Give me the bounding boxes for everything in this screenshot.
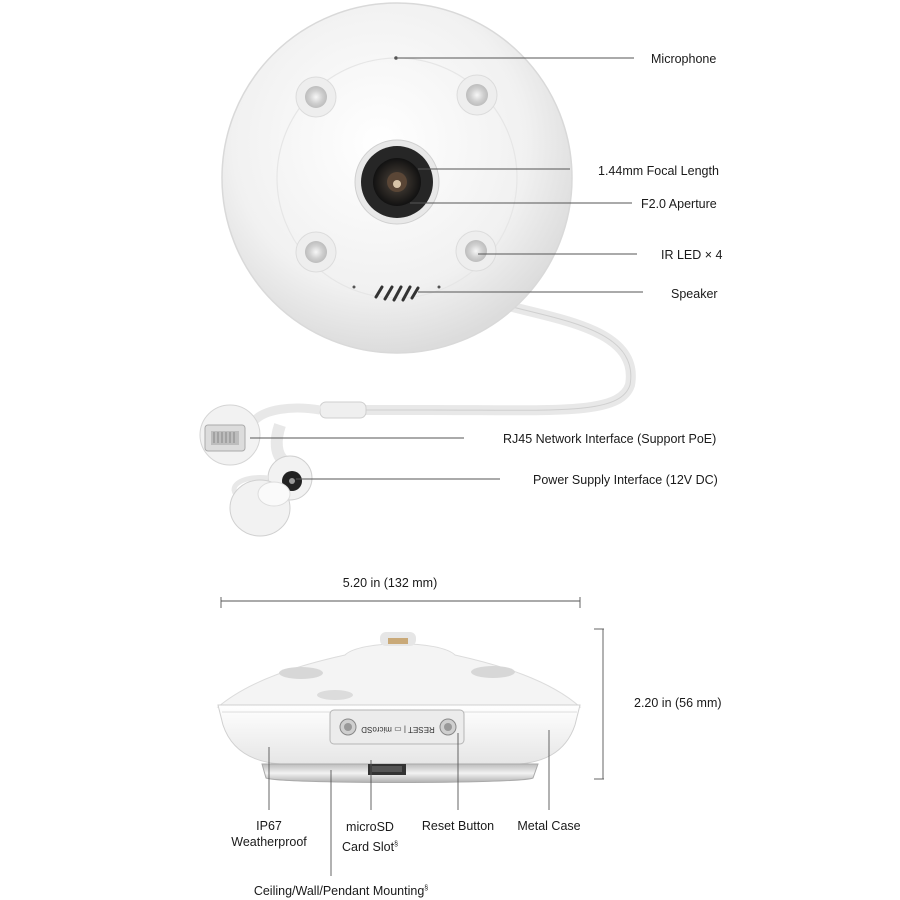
label-power: Power Supply Interface (12V DC): [533, 473, 718, 487]
side-ir-led: [317, 690, 353, 700]
width-dimension-label: 5.20 in (132 mm): [342, 576, 438, 590]
label-mounting-text: Ceiling/Wall/Pendant Mounting: [253, 884, 425, 899]
label-metal-case: Metal Case: [517, 819, 581, 833]
panel-text: RESET | ▭ microSD: [361, 725, 435, 734]
ir-led: [305, 86, 327, 108]
label-mounting: [254, 881, 428, 899]
label-focal-length: 1.44mm Focal Length: [598, 164, 719, 178]
lens: [355, 140, 439, 224]
camera-side-view: [218, 632, 580, 783]
ir-led: [466, 84, 488, 106]
ir-led: [465, 240, 487, 262]
label-ip67: [231, 818, 307, 850]
label-microsd-line2: Card Slot: [341, 840, 395, 855]
label-ip67-line1: IP67: [256, 819, 282, 833]
ir-led: [305, 241, 327, 263]
label-microphone: Microphone: [651, 52, 717, 66]
label-microsd: [342, 818, 398, 856]
label-microsd-line1: microSD: [346, 820, 394, 834]
label-microsd-mark: §: [394, 841, 399, 848]
camera-top-view: [200, 3, 631, 536]
side-ir-led: [279, 667, 323, 679]
label-mounting-mark: §: [424, 885, 429, 892]
label-rj45: RJ45 Network Interface (Support PoE): [503, 432, 717, 446]
height-dimension-label: 2.20 in (56 mm): [634, 696, 722, 710]
label-aperture: F2.0 Aperture: [641, 197, 717, 211]
label-speaker: Speaker: [671, 287, 718, 301]
label-reset: Reset Button: [421, 819, 495, 833]
label-ir-led: IR LED × 4: [661, 248, 723, 262]
side-ir-led: [471, 666, 515, 678]
label-ip67-line2: Weatherproof: [231, 835, 307, 849]
microphone-hole: [394, 56, 398, 60]
